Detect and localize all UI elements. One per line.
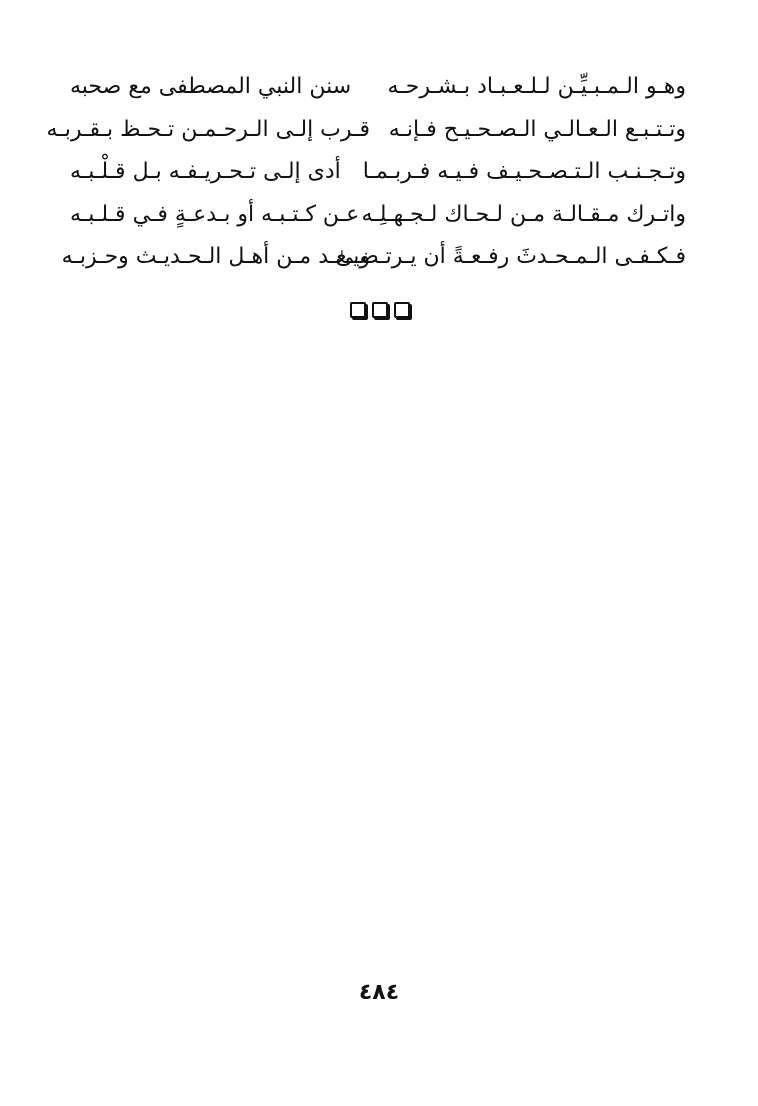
verse-2 xyxy=(46,109,686,152)
verse-5 xyxy=(61,236,686,279)
verse-1 xyxy=(70,66,686,109)
verse-3-second-hemistich: أدى إلـى تـحـريـفـه بـل قـلْـبـه xyxy=(70,159,341,185)
verse-2-first-hemistich: وتـتـبـع الـعـالـي الـصـحـيـح فـإنـه xyxy=(388,116,686,142)
verse-5-first-hemistich: فـكـفـى الـمـحـدثَ رفـعـةً أن يـرتـضـىٰ xyxy=(335,244,686,270)
verse-4 xyxy=(70,194,686,237)
poem xyxy=(46,66,686,279)
verse-1-second-hemistich: سنن النبي المصطفى مع صحبه xyxy=(70,74,352,100)
verse-4-second-hemistich: عـن كـتـبـه أو بـدعـةٍ فـي قـلـبـه xyxy=(70,201,360,227)
verse-5-second-hemistich: ويـعـد مـن أهـل الـحـديـث وحـزبـه xyxy=(61,244,370,270)
ornament-box-icon xyxy=(372,302,388,318)
section-end-ornament-icon xyxy=(340,300,420,320)
verse-3-first-hemistich: وتـجـنـب الـتـصـحـيـف فـيـه فـربـمـا xyxy=(362,159,686,185)
verse-2-second-hemistich: قـرب إلـى الـرحـمـن تـحـظ بـقـربـه xyxy=(46,116,370,142)
ornament-box-icon xyxy=(350,302,366,318)
verse-4-first-hemistich: واتـرك مـقـالـة مـن لـحـاك لـجـهـلِـه xyxy=(361,201,686,227)
page-number: ٤٨٤ xyxy=(358,980,400,1005)
verse-3 xyxy=(70,151,686,194)
verse-1-first-hemistich: وهـو الـمـبـيِّـن لـلـعـبـاد بـشـرحـه xyxy=(387,74,686,100)
ornament-box-icon xyxy=(394,302,410,318)
